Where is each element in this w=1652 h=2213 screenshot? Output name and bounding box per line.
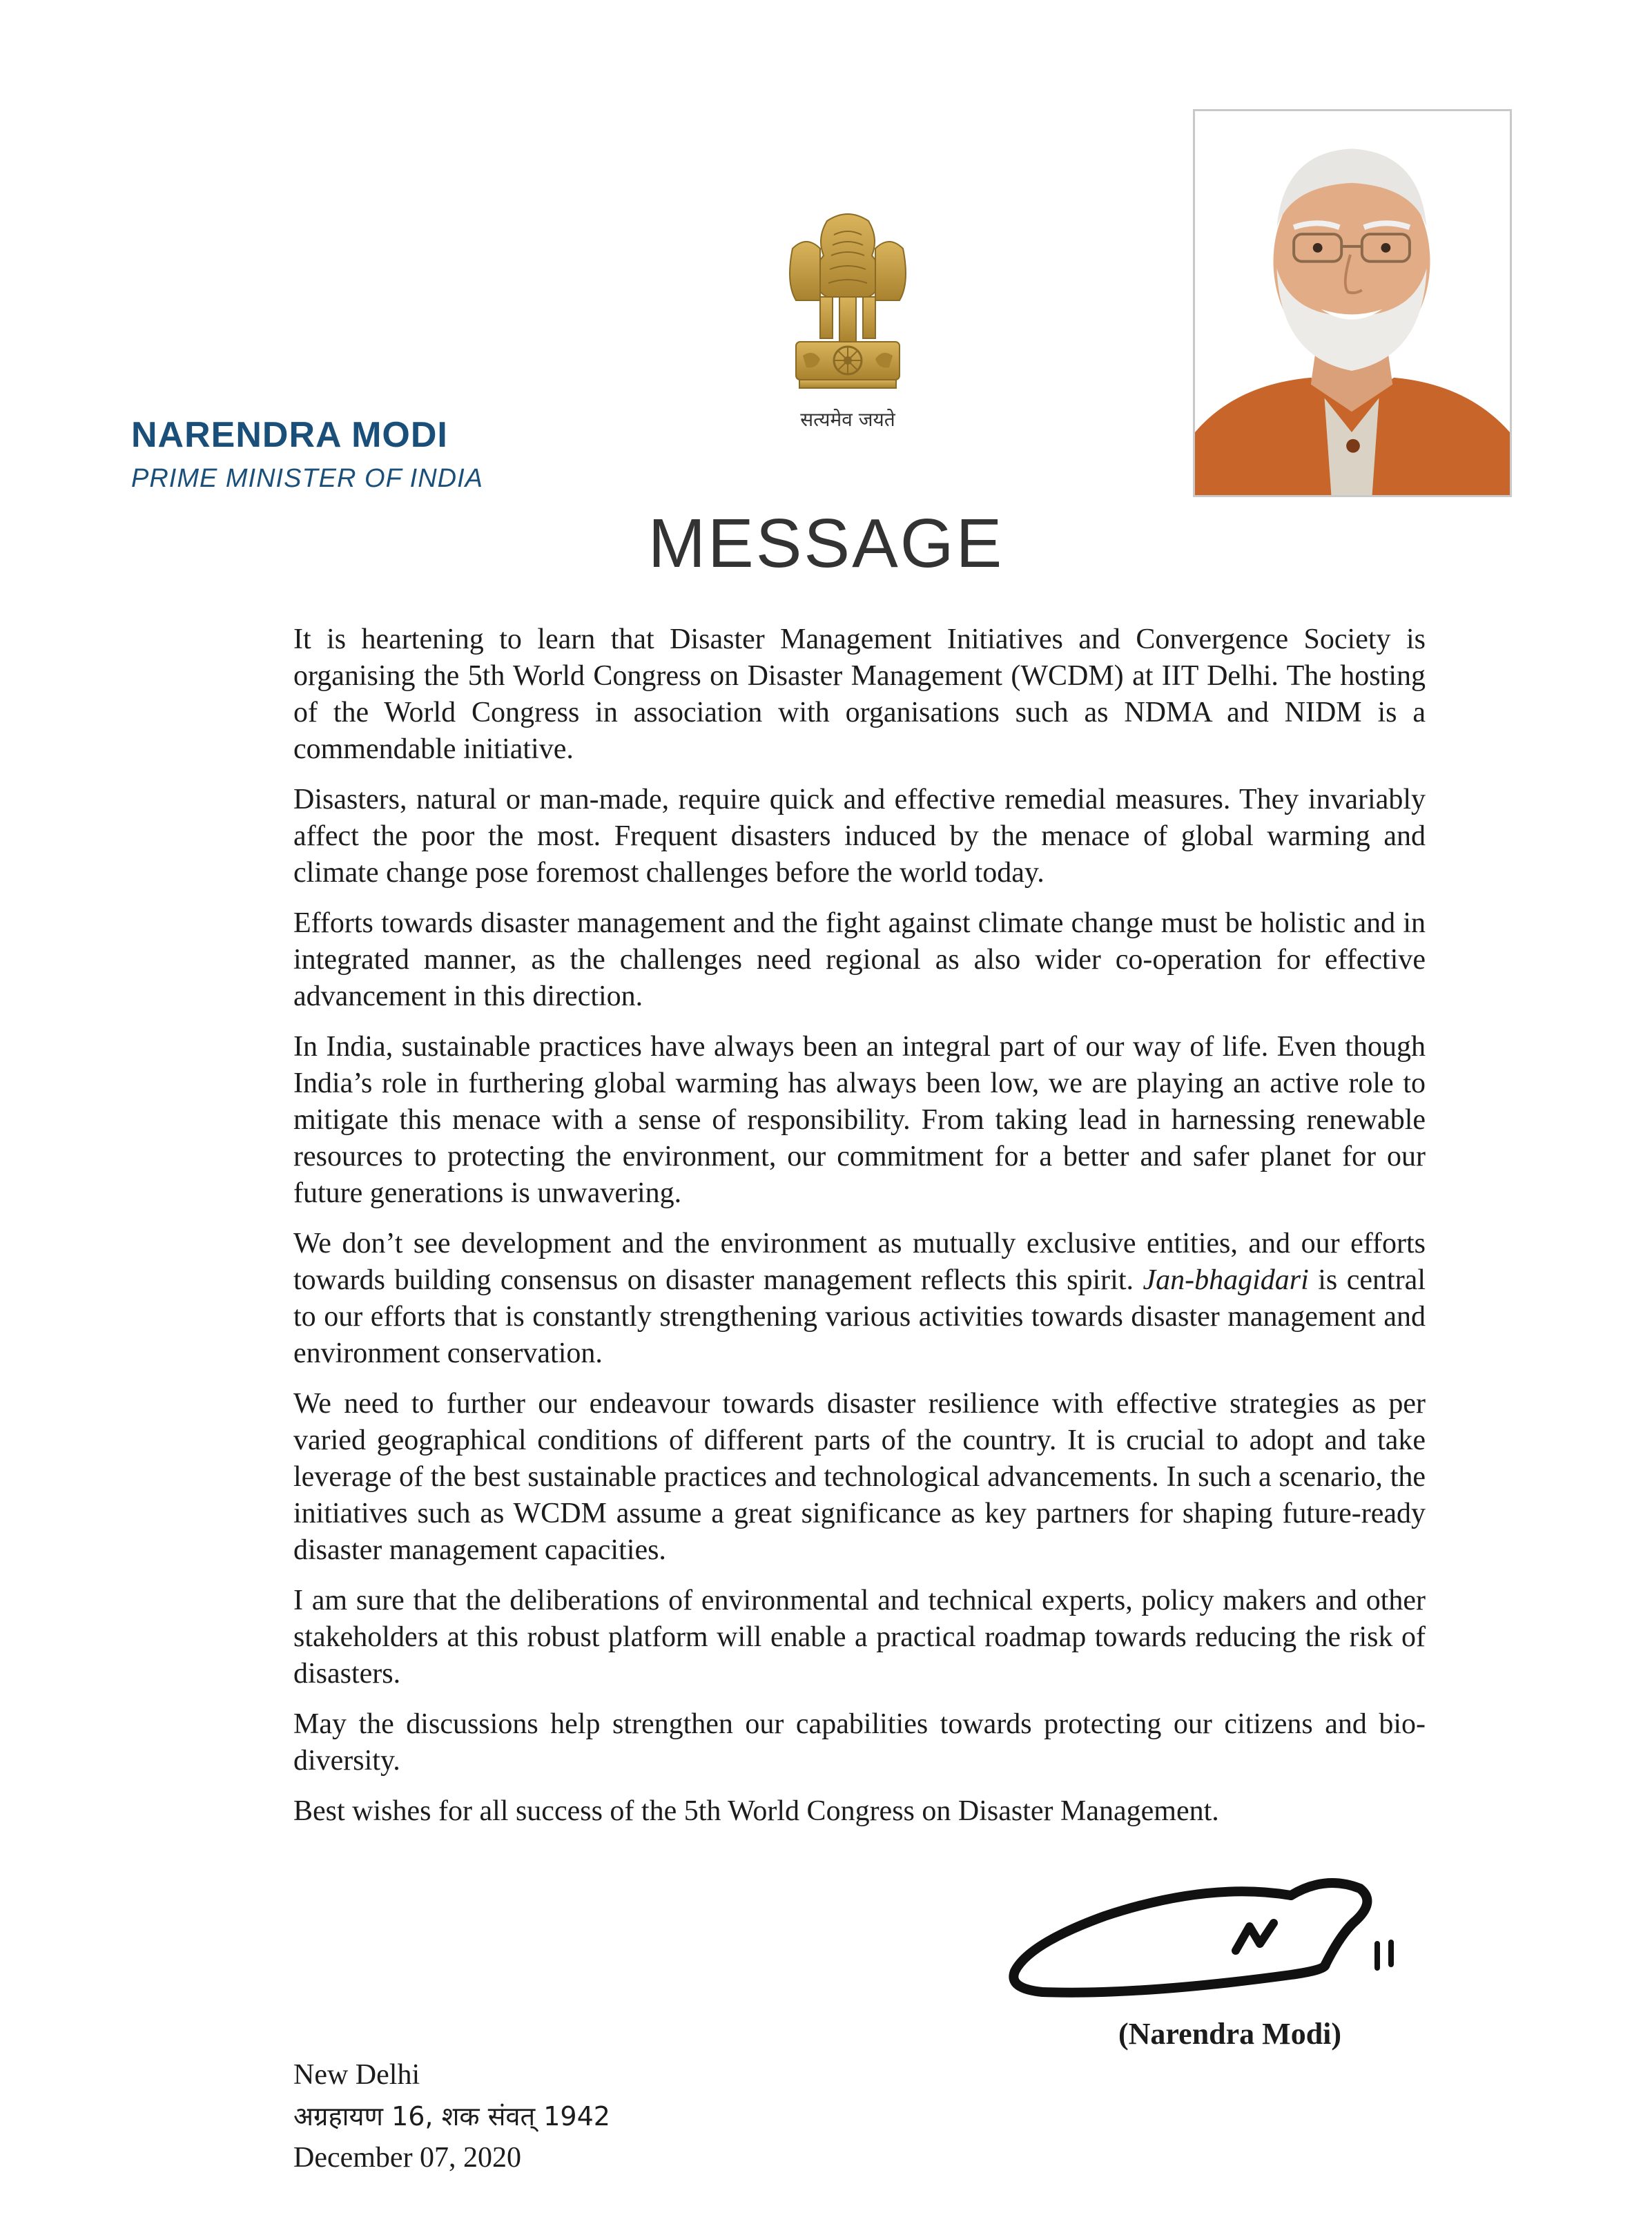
handwritten-signature-icon xyxy=(1001,1854,1429,2006)
message-body xyxy=(293,621,1426,1844)
paragraph-5 xyxy=(293,1226,1426,1372)
paragraph-7: I am sure that the deliberations of environmental and technical experts, policy makers and other stakeholders at this robust platform will enable a practical roadmap towards reducing the risk of disasters. xyxy=(293,1585,1426,1690)
paragraph-2: Disasters, natural or man-made, require quick and effective remedial measures. They invariably affect the poor the most. Frequent disasters induced by the menace of global warming and climate change pose foremost challenges before the world today. xyxy=(293,784,1426,889)
portrait-photo xyxy=(1193,109,1512,497)
page-title: MESSAGE xyxy=(648,505,1004,582)
state-emblem-icon xyxy=(779,207,917,414)
place: New Delhi xyxy=(293,2059,420,2091)
place-date-block xyxy=(293,2054,610,2178)
author-name: NARENDRA MODI xyxy=(131,415,448,455)
author-title: PRIME MINISTER OF INDIA xyxy=(131,464,484,493)
paragraph-1: It is heartening to learn that Disaster Management Initiatives and Convergence Society is organising the 5th World Congress on Disaster Management (WCDM) at IIT Delhi. The hosting of the World Congress in association with organisations such as NDMA and NIDM is a commendable initiative. xyxy=(293,624,1426,765)
paragraph-4: In India, sustainable practices have always been an integral part of our way of life. Even though India’s role in furthering global warming has always been low, we are playing an active role to mitigate this menace with a sense of responsibility. From taking lead in harnessing renewable resources to protecting the environment, our commitment for a better and safer planet for our future generations is unwavering. xyxy=(293,1031,1426,1209)
paragraph-5-emphasis: Jan-bhagidari xyxy=(1143,1264,1309,1296)
date: December 07, 2020 xyxy=(293,2142,522,2174)
paragraph-3: Efforts towards disaster management and the fight against climate change must be holistic and in integrated manner, as the challenges need regional as also wider co-operation for effective advancement in this direction. xyxy=(293,907,1426,1012)
paragraph-8: May the discussions help strengthen our capabilities towards protecting our citizens and bio-diversity. xyxy=(293,1708,1426,1777)
paragraph-5-part1: We don’t see development and the environment as mutually exclusive entities, and our efforts towards building consensus on disaster management reflects this spirit. xyxy=(293,1228,1426,1296)
paragraph-9: Best wishes for all success of the 5th World Congress on Disaster Management. xyxy=(293,1795,1219,1827)
paragraph-5-part2: is central to our efforts that is constantly strengthening various activities towards disaster management and environment conservation. xyxy=(293,1264,1426,1369)
signatory-name: (Narendra Modi) xyxy=(1118,2017,1342,2051)
portrait-icon xyxy=(1195,111,1510,495)
hindi-date: अग्रहायण 16, शक संवत् 1942 xyxy=(293,2101,610,2132)
emblem-motto: सत्यमेव जयते xyxy=(800,408,895,431)
paragraph-6: We need to further our endeavour towards disaster resilience with effective strategies as per varied geographical conditions of different parts of the country. It is crucial to adopt and take leverage of the best sustainable practices and technological advancements. In such a scenario, the initiatives such as WCDM assume a great significance as key partners for shaping future-ready disaster management capacities. xyxy=(293,1388,1426,1566)
